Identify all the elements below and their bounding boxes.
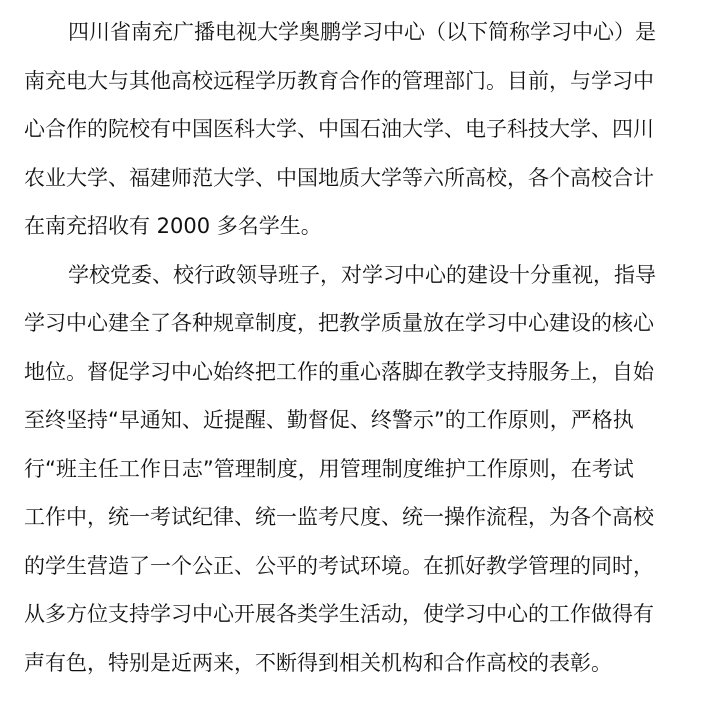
text-line: 心合作的院校有中国医科大学、中国石油大学、电子科技大学、四川	[24, 117, 654, 141]
text-line: 农业大学、福建师范大学、中国地质大学等六所高校，各个高校合计	[24, 165, 654, 190]
text-line: 学校党委、校行政领导班子，对学习中心的建设十分重视，指导	[68, 262, 656, 287]
paragraph-support	[24, 251, 702, 688]
text-line: 的学生营造了一个公正、公平的考试环境。在抓好教学管理的同时，	[24, 553, 654, 578]
text-line: 在南充招收有 2000 多名学生。	[24, 214, 322, 238]
paragraph-intro	[24, 8, 702, 251]
text-line: 从多方位支持学习中心开展各类学生活动，使学习中心的工作做得有	[24, 602, 654, 626]
text-line: 南充电大与其他高校远程学历教育合作的管理部门。目前，与学习中	[24, 68, 654, 93]
text-line: 四川省南充广播电视大学奥鹏学习中心（以下简称学习中心）是	[68, 20, 656, 44]
text-line: 学习中心建全了各种规章制度，把教学质量放在学习中心建设的核心	[24, 311, 654, 335]
text-line: 至终坚持“早通知、近提醒、勤督促、终警示”的工作原则，严格执	[24, 408, 634, 432]
text-line: 声有色，特别是近两来，不断得到相关机构和合作高校的表彰。	[24, 650, 612, 675]
text-line: 工作中，统一考试纪律、统一监考尺度、统一操作流程，为各个高校	[24, 505, 654, 529]
text-line: 行“班主任工作日志”管理制度，用管理制度维护工作原则，在考试	[24, 456, 634, 481]
text-line: 地位。督促学习中心始终把工作的重心落脚在教学支持服务上，自始	[24, 359, 654, 384]
